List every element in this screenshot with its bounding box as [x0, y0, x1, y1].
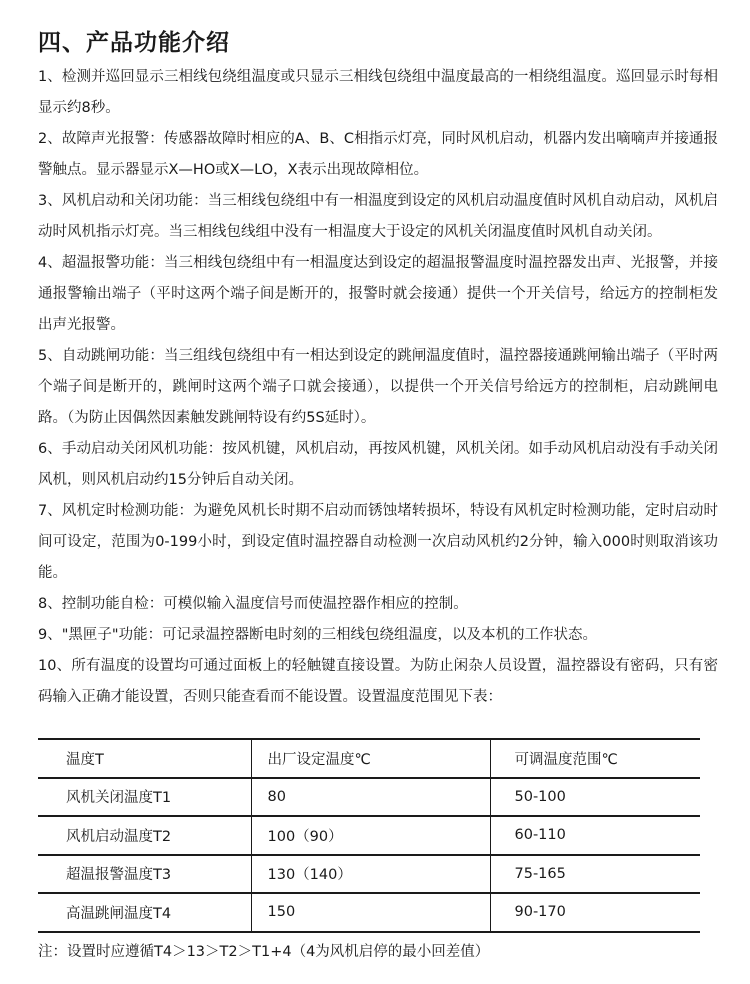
table-cell: 90-170	[490, 893, 700, 932]
feature-list	[38, 62, 718, 713]
settings-note: 注：设置时应遵循T4＞13＞T2＞T1+4（4为风机启停的最小回差值）	[38, 944, 490, 960]
section-title: 四、产品功能介绍	[38, 30, 230, 56]
feature-item-10: 10、所有温度的设置均可通过面板上的轻触键直接设置。为防止闲杂人员设置，温控器设有密码，只有密码输入正确才能设置，否则只能查看而不能设置。设置温度范围见下表：	[38, 658, 718, 705]
header-factory-setting: 出厂设定温度℃	[251, 739, 490, 778]
feature-item-4: 4、超温报警功能：当三相线包绕组中有一相温度达到设定的超温报警温度时温控器发出声、光报警，并接通报警输出端子（平时这两个端子间是断开的，报警时就会接通）提供一个开关信号，给远方的控制柜发出声光报警。	[38, 255, 718, 333]
table-cell: 100（90）	[251, 816, 490, 855]
feature-item-3: 3、风机启动和关闭功能：当三相线包绕组中有一相温度到设定的风机启动温度值时风机自动启动，风机启动时风机指示灯亮。当三相线包线组中没有一相温度大于设定的风机关闭温度值时风机自动关闭。	[38, 193, 718, 240]
header-adjustable-range: 可调温度范围℃	[490, 739, 700, 778]
table-row	[38, 778, 700, 817]
table-row	[38, 893, 700, 932]
table-cell: 风机关闭温度T1	[38, 778, 251, 817]
feature-item-5: 5、自动跳闸功能：当三组线包绕组中有一相达到设定的跳闸温度值时，温控器接通跳闸输出端子（平时两个端子间是断开的，跳闸时这两个端子口就会接通），以提供一个开关信号给远方的控制柜，启动跳闸电路。（为防止因偶然因素触发跳闸特设有约5S延时）。	[38, 348, 718, 426]
header-temperature: 温度T	[38, 739, 251, 778]
feature-item-1: 1、检测并巡回显示三相线包绕组温度或只显示三相线包绕组中温度最高的一相绕组温度。巡回显示时每相显示约8秒。	[38, 69, 718, 116]
table-cell: 150	[251, 893, 490, 932]
feature-item-6: 6、手动启动关闭风机功能：按风机键，风机启动，再按风机键，风机关闭。如手动风机启动没有手动关闭风机，则风机启动约15分钟后自动关闭。	[38, 441, 718, 488]
table-cell: 60-110	[490, 816, 700, 855]
table-cell: 50-100	[490, 778, 700, 817]
table-row	[38, 855, 700, 894]
temperature-settings-table	[38, 738, 700, 933]
table-row	[38, 816, 700, 855]
table-cell: 高温跳闸温度T4	[38, 893, 251, 932]
table-cell: 超温报警温度T3	[38, 855, 251, 894]
feature-item-2: 2、故障声光报警：传感器故障时相应的A、B、C相指示灯亮，同时风机启动，机器内发出嘀嘀声并接通报警触点。显示器显示X—HO或X—LO，X表示出现故障相位。	[38, 131, 718, 178]
table-header-row	[38, 739, 700, 778]
feature-item-8: 8、控制功能自检：可模似输入温度信号而使温控器作相应的控制。	[38, 596, 468, 612]
table-cell: 风机启动温度T2	[38, 816, 251, 855]
table-cell: 130（140）	[251, 855, 490, 894]
table-cell: 80	[251, 778, 490, 817]
feature-item-9: 9、"黑匣子"功能：可记录温控器断电时刻的三相线包绕组温度，以及本机的工作状态。	[38, 627, 598, 643]
feature-item-7: 7、风机定时检测功能：为避免风机长时期不启动而锈蚀堵转损坏，特设有风机定时检测功能，定时启动时间可设定，范围为0-199小时，到设定值时温控器自动检测一次启动风机约2分钟，输入000时则取消该功能。	[38, 503, 718, 581]
table-cell: 75-165	[490, 855, 700, 894]
